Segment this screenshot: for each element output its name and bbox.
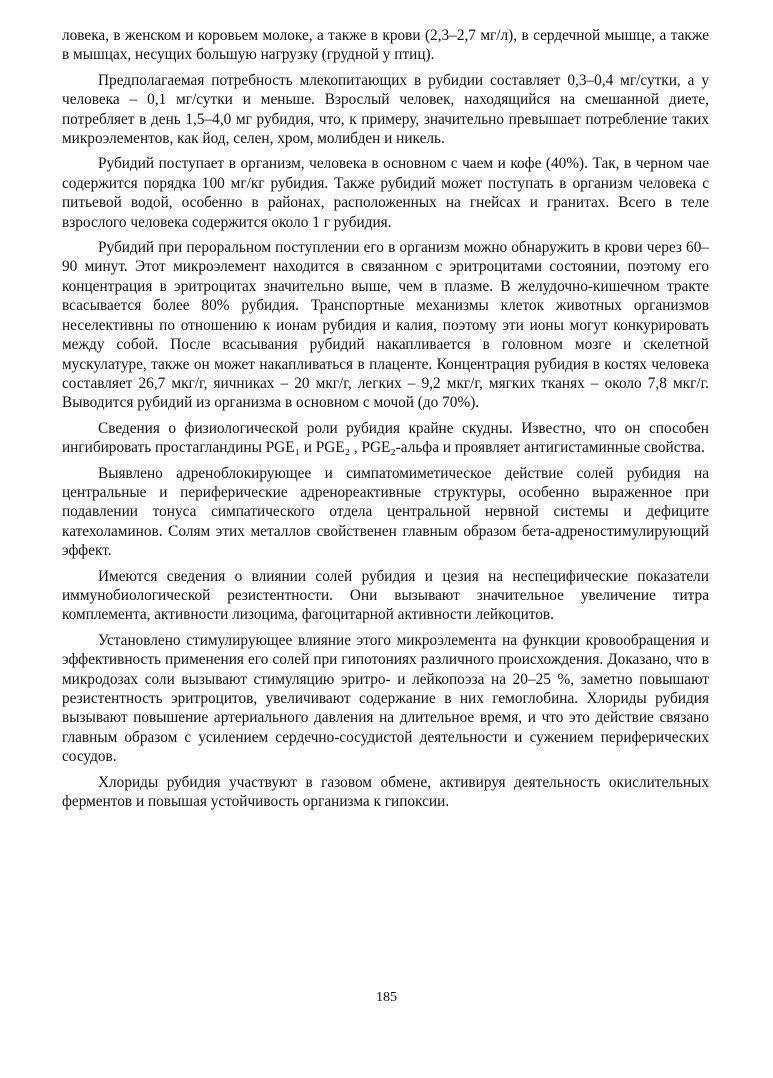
paragraph: ловека, в женском и коровьем молоке, а также в крови (2,3–2,7 мг/л), в сердечной мышце, а также в мышцах, несущих большую нагрузку (грудной у птиц). [62,27,709,64]
paragraph: Рубидий поступает в организм, человека в основном с чаем и кофе (40%). Так, в черном чае содержится порядка 100 мг/кг рубидия. Также рубидий может поступать в организм человека с питьевой водой, особенно в районах, расположенных на гнейсах и гранитах. Всего в теле взрослого человека содержится около 1 г рубидия. [62,155,709,231]
paragraph: Хлориды рубидия участвуют в газовом обмене, активируя деятельность окислительных ферментов и повышая устойчивость организма к гипоксии. [62,773,709,811]
paragraph: Установлено стимулирующее влияние этого микроэлемента на функции кровообращения и эффективность применения его солей при гипотониях различного происхождения. Доказано, что в микродозах соли вызывают стимуляцию эритро- и лейкопоэза на 20–25 %, заметно повышают резистентность эритроцитов, увеличивают содержание в них гемоглобина. Хлориды рубидия вызывают повышение артериального давления на длительное время, и что это действие связано главным образом с усилением сердечно-сосудистой деятельности и сужением периферических сосудов. [62,631,709,766]
paragraph: Предполагаемая потребность млекопитающих в рубидии составляет 0,3–0,4 мг/сутки, а у человека – 0,1 мг/сутки и меньше. Взрослый человек, находящийся на смешанной диете, потребляет в день 1,5–4,0 мг рубидия, что, к примеру, значительно превышает потребление таких микроэлементов, как йод, селен, хром, молибден и никель. [62,71,709,148]
body-text [62,26,709,811]
paragraph: Сведения о физиологической роли рубидия крайне скудны. Известно, что он способен ингибировать простагландины PGE₁ и PGE₂ , PGE₂-альфа и проявляет антигистаминные свойства. [62,419,709,457]
paragraph: Рубидий при пероральном поступлении его в организм можно обнаружить в крови через 60–90 минут. Этот микроэлемент находится в связанном с эритроцитами состоянии, поэтому его концентрация в эритроцитах значительно выше, чем в плазме. В желудочно-кишечном тракте всасывается более 80% рубидия. Транспортные механизмы клеток животных организмов неселективны по отношению к ионам рубидия и калия, поэтому эти ионы могут конкурировать между собой. После всасывания рубидий накапливается в головном мозге и скелетной мускулатуре, также он может накапливаться в плаценте. Концентрация рубидия в костях человека составляет 26,7 мкг/г, яичниках – 20 мкг/г, легких – 9,2 мкг/г, мягких тканях – около 7,8 мкг/г. Выводится рубидий из организма в основном с мочой (до 70%). [62,239,709,412]
paragraph: Выявлено адреноблокирующее и симпатомиметическое действие солей рубидия на центральные и периферические адренореактивные структуры, особенно выраженное при подавлении тонуса симпатического отдела центральной нервной системы и дефиците катехоламинов. Солям этих металлов свойственен главным образом бета-адреностимулирующий эффект. [62,464,709,560]
paragraph: Имеются сведения о влиянии солей рубидия и цезия на неспецифические показатели иммунобиологической резистентности. Они вызывают значительное увеличение титра комплемента, активности лизоцима, фагоцитарной активности лейкоцитов. [62,567,709,624]
page-number: 185 [376,990,397,1005]
